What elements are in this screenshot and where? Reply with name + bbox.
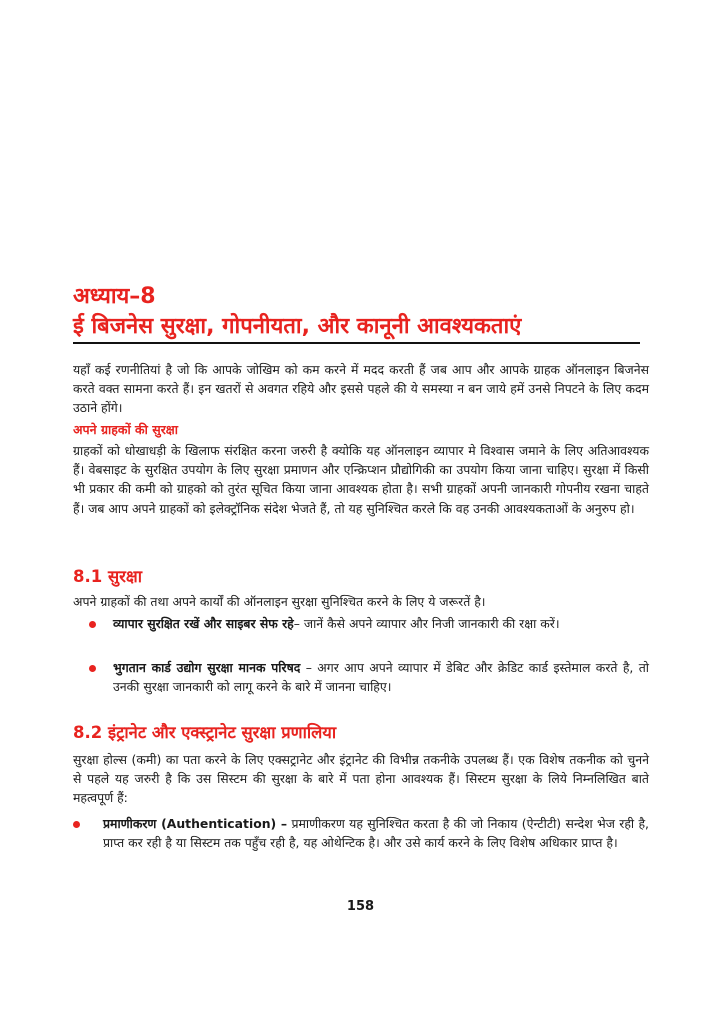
bullet-description: प्रमाणीकरण यह सुनिश्चित करता है की जो निकाय (ऐन्टीटी) सन्देश भेज रही है, प्राप्त कर रही है या सिस्टम तक पहुँच रही है, यह ओथेन्टिक है। और उसे कार्य करने के लिए विशेष अधिकार प्राप्त है।: [103, 816, 649, 851]
page-number: 158: [346, 899, 375, 914]
bullet-bold-term: प्रमाणीकरण (Authentication) –: [103, 816, 288, 831]
bullet-text: [103, 814, 649, 852]
bullet-icon: [89, 665, 96, 672]
bullet-text: [113, 658, 649, 696]
bullet-icon: [89, 621, 96, 628]
section-8-1-heading: 8.1 सुरक्षा: [73, 567, 142, 586]
section-8-1-paragraph: अपने ग्राहकों की तथा अपने कार्यों की ऑनलाइन सुरक्षा सुनिश्चित करने के लिए ये जरूरतें है।: [73, 594, 486, 609]
customer-security-paragraph: ग्राहकों को धोखाधड़ी के खिलाफ संरक्षित करना जरुरी है क्योकि यह ऑनलाइन व्यापार मे विश्वास जमाने के लिए अतिआवश्यक हैं। वेबसाइट के सुरक्षित उपयोग के लिए सुरक्षा प्रमाणन और एन्क्रिप्शन प्रौद्योगिकी का उपयोग किया जाना चाहिए। सुरक्षा में किसी भी प्रकार की कमी को ग्राहको को तुरंत सूचित किया जाना आवश्यक होता है। सभी ग्राहकों अपनी जानकारी गोपनीय रखना चाहते हैं। जब आप अपने ग्राहकों को इलेक्ट्रॉनिक संदेश भेजते हैं, तो यह सुनिश्चित करले कि वह उनकी आवश्यकताओं के अनुरुप हो।: [73, 443, 649, 516]
bullet-description: – जानें कैसे अपने व्यापार और निजी जानकारी की रक्षा करें।: [293, 616, 560, 631]
section-8-2-paragraph: सुरक्षा होल्स (कमी) का पता करने के लिए एक्सट्रानेट और इंट्रानेट की विभीन्न तकनीके उपलब्ध हैं। एक विशेष तकनीक को चुनने से पहले यह जरुरी है कि उस सिस्टम की सुरक्षा के बारे में पता होना आवश्यक हैं। सिस्टम सुरक्षा के लिये निम्नलिखित बाते महत्वपूर्ण हैं:: [73, 752, 649, 806]
chapter-title: ई बिजनेस सुरक्षा, गोपनीयता, और कानूनी आवश्यकताएं: [73, 314, 522, 339]
chapter-label: अध्याय–8: [73, 284, 156, 309]
section-8-2-heading: 8.2 इंट्रानेट और एक्स्ट्रानेट सुरक्षा प्रणालिया: [73, 723, 337, 742]
bullet-description: – अगर आप अपने व्यापार में डेबिट और क्रेडिट कार्ड इस्तेमाल करते है, तो उनकी सुरक्षा जानकारी को लागू करने के बारे में जानना चाहिए।: [113, 660, 649, 695]
bullet-text: [113, 614, 649, 633]
customer-security-heading: अपने ग्राहकों की सुरक्षा: [73, 422, 179, 437]
bullet-icon: [73, 821, 80, 828]
title-underline: [73, 342, 640, 344]
bullet-bold-term: भुगतान कार्ड उद्योग सुरक्षा मानक परिषद: [113, 660, 301, 675]
intro-paragraph: यहाँ कई रणनीतियां है जो कि आपके जोखिम को कम करने में मदद करती हैं जब आप और आपके ग्राहक ऑनलाइन बिजनेस करते वक्त सामना करते हैं। इन खतरों से अवगत रहिये और इससे पहले की ये समस्या न बन जाये हमें उनसे निपटने के लिए कदम उठाने होंगे।: [73, 362, 649, 416]
bullet-bold-term: व्यापार सुरक्षित रखें और साइबर सेफ रहे: [113, 616, 294, 631]
